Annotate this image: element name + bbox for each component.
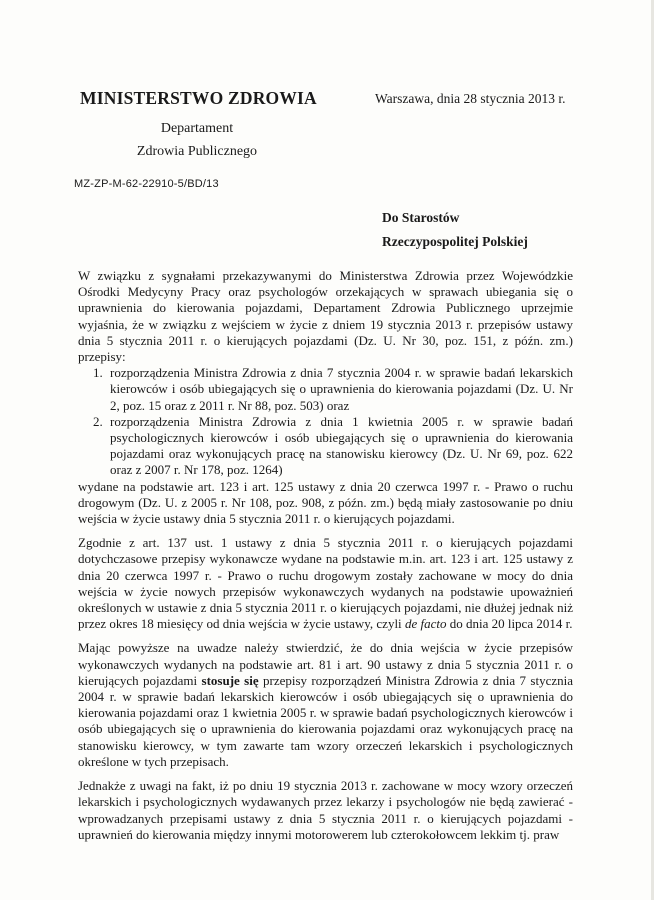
paragraph-intro-end: wydane na podstawie art. 123 i art. 125 ustawy z dnia 20 czerwca 1997 r. - Prawo o ruchu drogowym (Dz. U. z 2005 r. Nr 108, poz. 908, z późn. zm.) będą miały zastosowanie po dniu wejścia w życie ustawy dnia 5 stycznia 2011 r. o kierujących pojazdami. (78, 478, 573, 527)
de-facto-italic: de facto (404, 616, 447, 632)
regulation-item-2: 2. rozporządzenia Ministra Zdrowia z dnia 1 kwietnia 2005 r. w sprawie badań psychologicznych kierowców i osób ubiegających się o uprawnienia do kierowania pojazdami oraz wykonujących pracę na stanowisku kierowcy (Dz. U. Nr 69, poz. 622 oraz z 2007 r. Nr 178, poz. 1264) (106, 414, 573, 479)
ministry-name: MINISTERSTWO ZDROWIA (80, 88, 317, 108)
applies-bold: stosuje się (201, 672, 259, 688)
letter-body (78, 268, 573, 843)
regulation-list (78, 365, 573, 478)
paragraph-conclusion-end: przepisy rozporządzeń Ministra Zdrowia z dnia 7 stycznia 2004 r. w sprawie badań lekarskich kierowców i osób ubiegających się o uprawnienia do kierowania pojazdami oraz 1 kwietnia 2005 r. w sprawie badań psychologicznych kierowców i osób ubiegających się o uprawnienia do kierowania pojazdami oraz wykonujących pracę na stanowisku kierowcy, w tym zawarte tam wzory orzeczeń lekarskich i psychologicznych określone w tych przepisach. (78, 672, 573, 769)
department-block (112, 117, 282, 163)
paragraph-conclusion-text: Mając powyższe na uwadze należy stwierdzić, że do dnia wejścia w życie przepisów wykonawczych wydanych na podstawie art. 81 i art. 90 ustawy z dnia 5 stycznia 2011 r. o kierujących pojazdami (78, 640, 573, 688)
paragraph-article-137 (78, 535, 573, 632)
department-line-1: Departament (160, 121, 234, 136)
addressee-block (382, 206, 528, 254)
paragraph-article-137-end: do dnia 20 lipca 2014 r. (446, 616, 573, 632)
regulation-item-1: 1. rozporządzenia Ministra Zdrowia z dnia 7 stycznia 2004 r. w sprawie badań lekarskich kierowców i osób ubiegających się o uprawnienia do kierowania pojazdami (Dz. U. Nr 2, poz. 15 oraz z 2011 r. Nr 88, poz. 503) oraz (106, 365, 573, 414)
paragraph-article-137-text: Zgodnie z art. 137 ust. 1 ustawy z dnia 5 stycznia 2011 r. o kierujących pojazdami dotychczasowe przepisy wykonawcze wydane na podstawie m.in. art. 123 i art. 125 ustawy z dnia 20 czerwca 1997 r. - Prawo o ruchu drogowym zostały zachowane w mocy do dnia wejścia w życie nowych przepisów wykonawczych wydanych na podstawie upoważnień określonych w ustawie z dnia 5 stycznia 2011 r. o kierujących pojazdami, nie dłużej jednak niż przez okres 18 miesięcy od dnia wejścia w życie ustawy, czyli (78, 535, 573, 632)
place-and-date: Warszawa, dnia 28 stycznia 2013 r. (375, 91, 566, 106)
reference-number: MZ-ZP-M-62-22910-5/BD/13 (74, 178, 219, 190)
addressee-line-1: Do Starostów (382, 210, 460, 225)
paragraph-intro: W związku z sygnałami przekazywanymi do Ministerstwa Zdrowia przez Wojewódzkie Ośrodki Medycyny Pracy oraz psychologów orzekających w sprawach ubiegania się o uprawnienia do kierowania pojazdami, Departament Zdrowia Publicznego uprzejmie wyjaśnia, że w związku z wejściem w życie z dniem 19 stycznia 2013 r. przepisów ustawy dnia 5 stycznia 2011 r. o kierujących pojazdami (Dz. U. Nr 30, poz. 151, z późn. zm.) przepisy: (78, 268, 573, 365)
paragraph-conclusion (78, 640, 573, 770)
department-line-2: Zdrowia Publicznego (136, 144, 258, 159)
addressee-line-2: Rzeczypospolitej Polskiej (382, 234, 528, 249)
paragraph-however: Jednakże z uwagi na fakt, iż po dniu 19 stycznia 2013 r. zachowane w mocy wzory orzeczeń lekarskich i psychologicznych wydawanych przez lekarzy i psychologów nie będą zawierać - wprowadzanych przepisami ustawy z dnia 5 stycznia 2011 r. o kierujących pojazdami - uprawnień do kierowania między innymi motorowerem lub czterokołowcem lekkim tj. praw (78, 778, 573, 842)
